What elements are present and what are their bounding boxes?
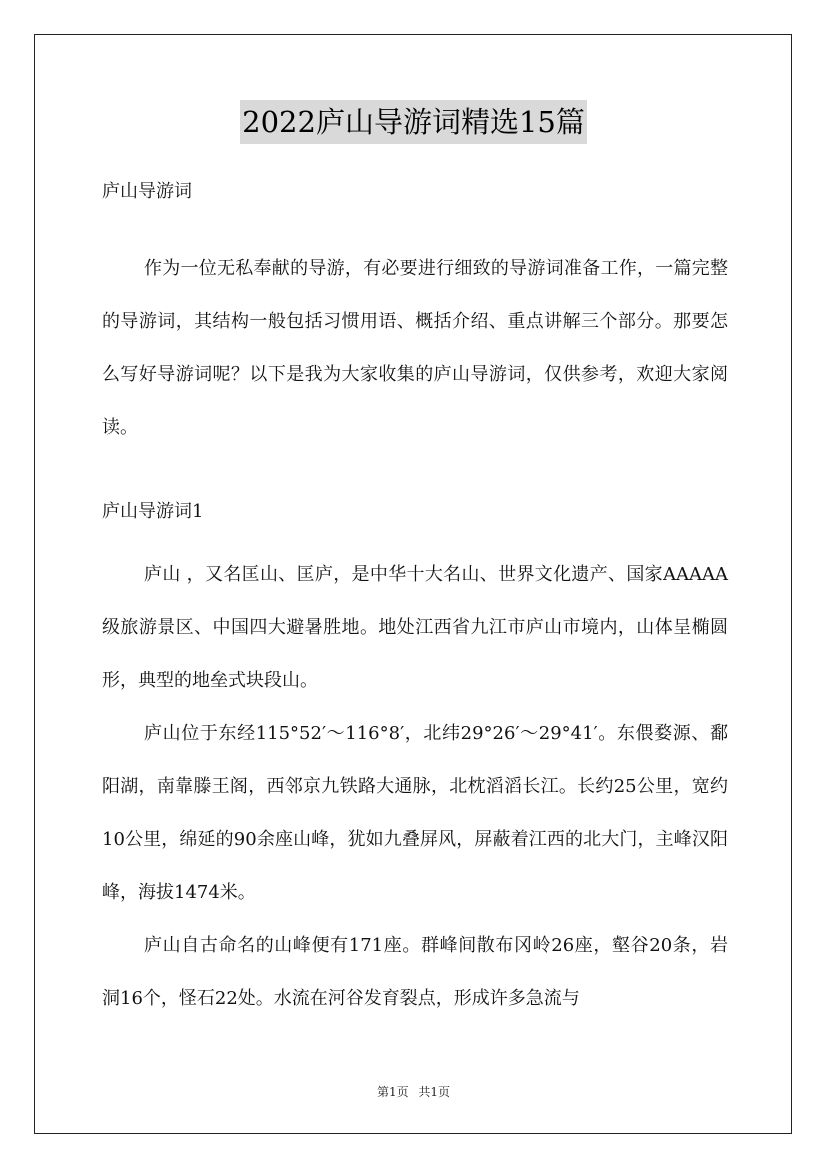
document-body <box>102 170 728 1025</box>
document-title: 2022庐山导游词精选15篇 <box>240 100 587 144</box>
section-heading-intro: 庐山导游词 <box>102 181 192 202</box>
paragraph-3: 庐山自古命名的山峰便有171座。群峰间散布冈岭26座，壑谷20条，岩洞16个，怪石22处。水流在河谷发育裂点，形成许多急流与 <box>102 935 728 1009</box>
intro-paragraph: 作为一位无私奉献的导游，有必要进行细致的导游词准备工作，一篇完整的导游词，其结构一般包括习惯用语、概括介绍、重点讲解三个部分。那要怎么写好导游词呢？以下是我为大家收集的庐山导游词，仅供参考，欢迎大家阅读。 <box>102 258 728 438</box>
paragraph-1: 庐山 ，又名匡山、匡庐，是中华十大名山、世界文化遗产、国家AAAAA级旅游景区、中国四大避暑胜地。地处江西省九江市庐山市境内，山体呈椭圆形，典型的地垒式块段山。 <box>102 564 728 691</box>
section-heading-1: 庐山导游词1 <box>102 501 204 522</box>
document-title-wrapper <box>0 100 827 144</box>
page-total: 共1页 <box>418 1085 451 1099</box>
page-number: 第1页 <box>376 1085 409 1099</box>
section-spacer <box>102 454 728 490</box>
page-footer <box>0 1083 827 1100</box>
paragraph-2: 庐山位于东经115°52′～116°8′，北纬29°26′～29°41′。东偎婺源、鄱阳湖，南靠滕王阁，西邻京九铁路大通脉，北枕滔滔长江。长约25公里，宽约10公里，绵延的90余座山峰，犹如九叠屏风，屏蔽着江西的北大门，主峰汉阳峰，海拔1474米。 <box>102 723 728 903</box>
